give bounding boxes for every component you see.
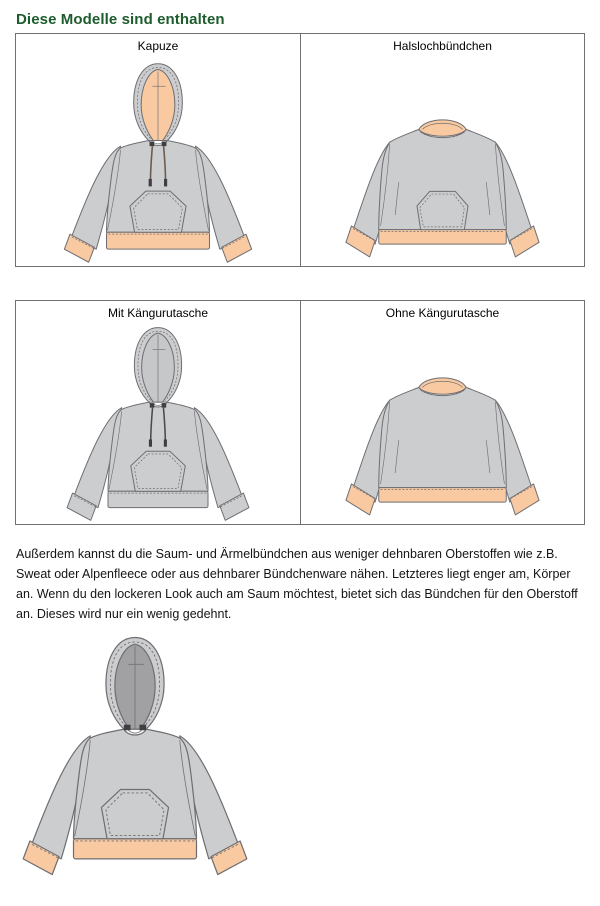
sweatshirt-illustration xyxy=(342,113,543,266)
model-cell-title: Mit Kängurutasche xyxy=(107,306,209,320)
model-cell-title: Ohne Kängurutasche xyxy=(385,306,500,320)
illustration-box xyxy=(55,53,261,266)
model-table-2 xyxy=(15,300,585,525)
hoodie-illustration xyxy=(55,60,261,266)
model-cell-kapuze xyxy=(16,34,300,266)
document-page xyxy=(0,10,600,884)
illustration-box xyxy=(342,320,543,524)
model-cell-halslochbuendchen xyxy=(300,34,584,266)
model-cell-title: Halslochbündchen xyxy=(393,39,492,53)
model-table-1 xyxy=(15,33,585,267)
body-paragraph: Außerdem kannst du die Saum- und Ärmelbündchen aus weniger dehnbaren Oberstoffen wie z.B. Sweat oder Alpenfleece oder aus dehnbarer Bündchenware nähen. Letzteres liegt enger am, Körper an. Wenn du den lockeren Look auch am Saum möchtest, bietet sich das Bündchen für den Oberstoff an. Dieses wird nur ein wenig gedehnt. xyxy=(16,547,578,621)
hoodie-illustration xyxy=(58,324,258,524)
page-title: Diese Modelle sind enthalten xyxy=(16,11,225,28)
hoodie-illustration xyxy=(12,633,258,879)
sweatshirt-illustration xyxy=(342,371,543,524)
illustration-box xyxy=(342,53,543,266)
model-cell-mit-kaengurutasche xyxy=(16,301,300,524)
illustration-box xyxy=(58,320,258,524)
model-cell-ohne-kaengurutasche xyxy=(300,301,584,524)
bottom-illustration-figure xyxy=(12,633,600,884)
model-cell-title: Kapuze xyxy=(137,39,179,53)
